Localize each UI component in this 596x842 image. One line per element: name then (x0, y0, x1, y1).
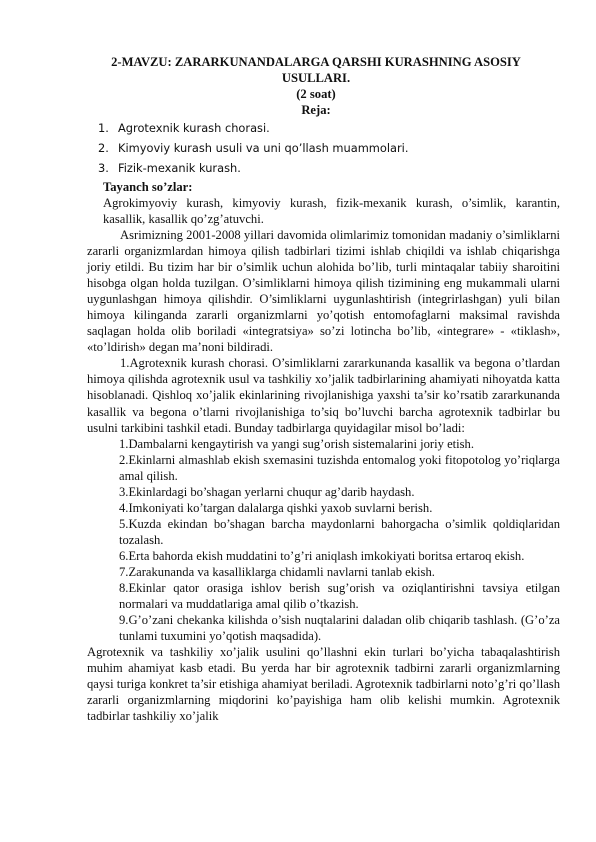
measure-item: 3.Ekinlardagi bo’shagan yerlarni chuqur ag’darib haydash. (119, 484, 415, 499)
agrotechnical-paragraph: 1.Agrotexnik kurash chorasi. O’simliklarni zararkunanda kasallik va begona o’tlardan himoya qilishda agrotexnik usul va tashkiliy xo’jalik tadbirlarining ahamiyati nihoyatda katta hisoblanadi. Qishloq xo’jalik ekinlarining rivojlanishiga yaxshi ta’sir ko’rsatib zararkunanda kasallik va begona o’tlarni rivojlanishiga to’siq bo’luvchi barcha agrotexnik tadbirlar bu usulni tarkibini tashkil etadi. Bunday tadbirlarga quyidagilar misol bo’ladi: (87, 356, 560, 435)
plan-item-number: 3. (98, 161, 109, 175)
hours-label: (2 soat) (296, 87, 336, 101)
measure-item: 7.Zarakunanda va kasalliklarga chidamli navlarni tanlab ekish. (119, 564, 435, 579)
measure-item: 8.Ekinlar qator orasiga ishlov berish sug’orish va oziqlantirishni tavsiya etilgan normalari va muddatlariga amal qilib o’tkazish. (119, 581, 560, 612)
plan-item (98, 118, 408, 138)
title-block (86, 54, 546, 118)
measure-item: 5.Kuzda ekindan bo’shagan barcha maydonlarni bahorgacha o’simlik qoldiqlaridan tozalash. (119, 516, 560, 547)
plan-item (98, 138, 408, 158)
measure-item: 4.Imkoniyati ko’targan dalalarga qishki yaxob suvlarni berish. (119, 500, 433, 515)
plan-item-text: Fizik-mexanik kurash. (118, 161, 241, 175)
closing-paragraph: Agrotexnik va tashkiliy xo’jalik usulini qo’llashni ekin turlari bo’yicha tabaqalashtirish muhim ahamiyat kasb etadi. Bu yerda har bir agrotexnik tadbirni zararli organizmlarning qaysi turiga konkret ta’sir etishiga ahamiyat beriladi. Agrotexnik tadbirlarni noto’g’ri qo’llash zararli organizmlarning miqdorini ko’payishiga ham olib kelishi mumkin. Agrotexnik tadbirlar tashkiliy xo’jalik (87, 645, 560, 724)
plan-item-text: Agrotexnik kurash chorasi. (118, 121, 270, 135)
measures-list (87, 436, 560, 645)
plan-item (98, 158, 408, 178)
measure-item: 2.Ekinlarni almashlab ekish sxemasini tuzishda entomalog yoki fitopotolog yo’riqlarga amal qilish. (119, 452, 560, 483)
plan-heading: Reja: (301, 103, 331, 117)
plan-item-text: Kimyoviy kurash usuli va uni qo’llash muammolari. (118, 141, 409, 155)
measure-item: 9.G’o’zani chekanka kilishda o’sish nuqtalarini daladan olib chiqarib tashlash. (G’o’za tunlami tuxumini yo’qotish maqsadida). (119, 613, 560, 644)
keywords-text: Agrokimyoviy kurash, kimyoviy kurash, fizik-mexanik kurash, o’simlik, karantin, kasallik, kasallik qo’zg’atuvchi. (103, 196, 560, 227)
main-text (87, 227, 560, 724)
measure-item: 1.Dambalarni kengaytirish va yangi sug’orish sistemalarini joriy etish. (119, 436, 474, 451)
keywords-heading: Tayanch so’zlar: (103, 180, 193, 194)
plan-item-number: 2. (98, 141, 109, 155)
topic-title: 2-MAVZU: ZARARKUNANDALARGA QARSHI KURASHNING ASOSIY (111, 55, 521, 69)
plan-list (98, 118, 408, 178)
plan-item-number: 1. (98, 121, 109, 135)
topic-title-continued: USULLARI. (281, 71, 351, 85)
intro-paragraph: Asrimizning 2001-2008 yillari davomida olimlarimiz tomonidan madaniy o’simliklarni zararli organizmlardan himoya qilish tadbirlari tizimi ishlab chiqildi va ishlab chiqarishga joriy etildi. Bu tizim har bir o’simlik uchun alohida bo’lib, turli mintaqalar tabiiy sharoitini hisobga olgan holda tuzilgan. O’simliklarni himoya qilish tizimining eng mukammali ularni uygunlashgan himoya qilishdir. O’simliklarni uygunlashtirish (integrirlashgan) yuli bilan himoya kilinganda zararli organizmlarni yo’qotish entomofaglarni maksimal ravishda saqlagan holda olib boriladi «integratsiya» so’zi lotincha bo’lib, «integrare» - «tiklash», «to’ldirish» degan ma’noni bildiradi. (87, 228, 560, 355)
measure-item: 6.Erta bahorda ekish muddatini to’g’ri aniqlash imkokiyati boritsa ertaroq ekish. (119, 548, 525, 563)
